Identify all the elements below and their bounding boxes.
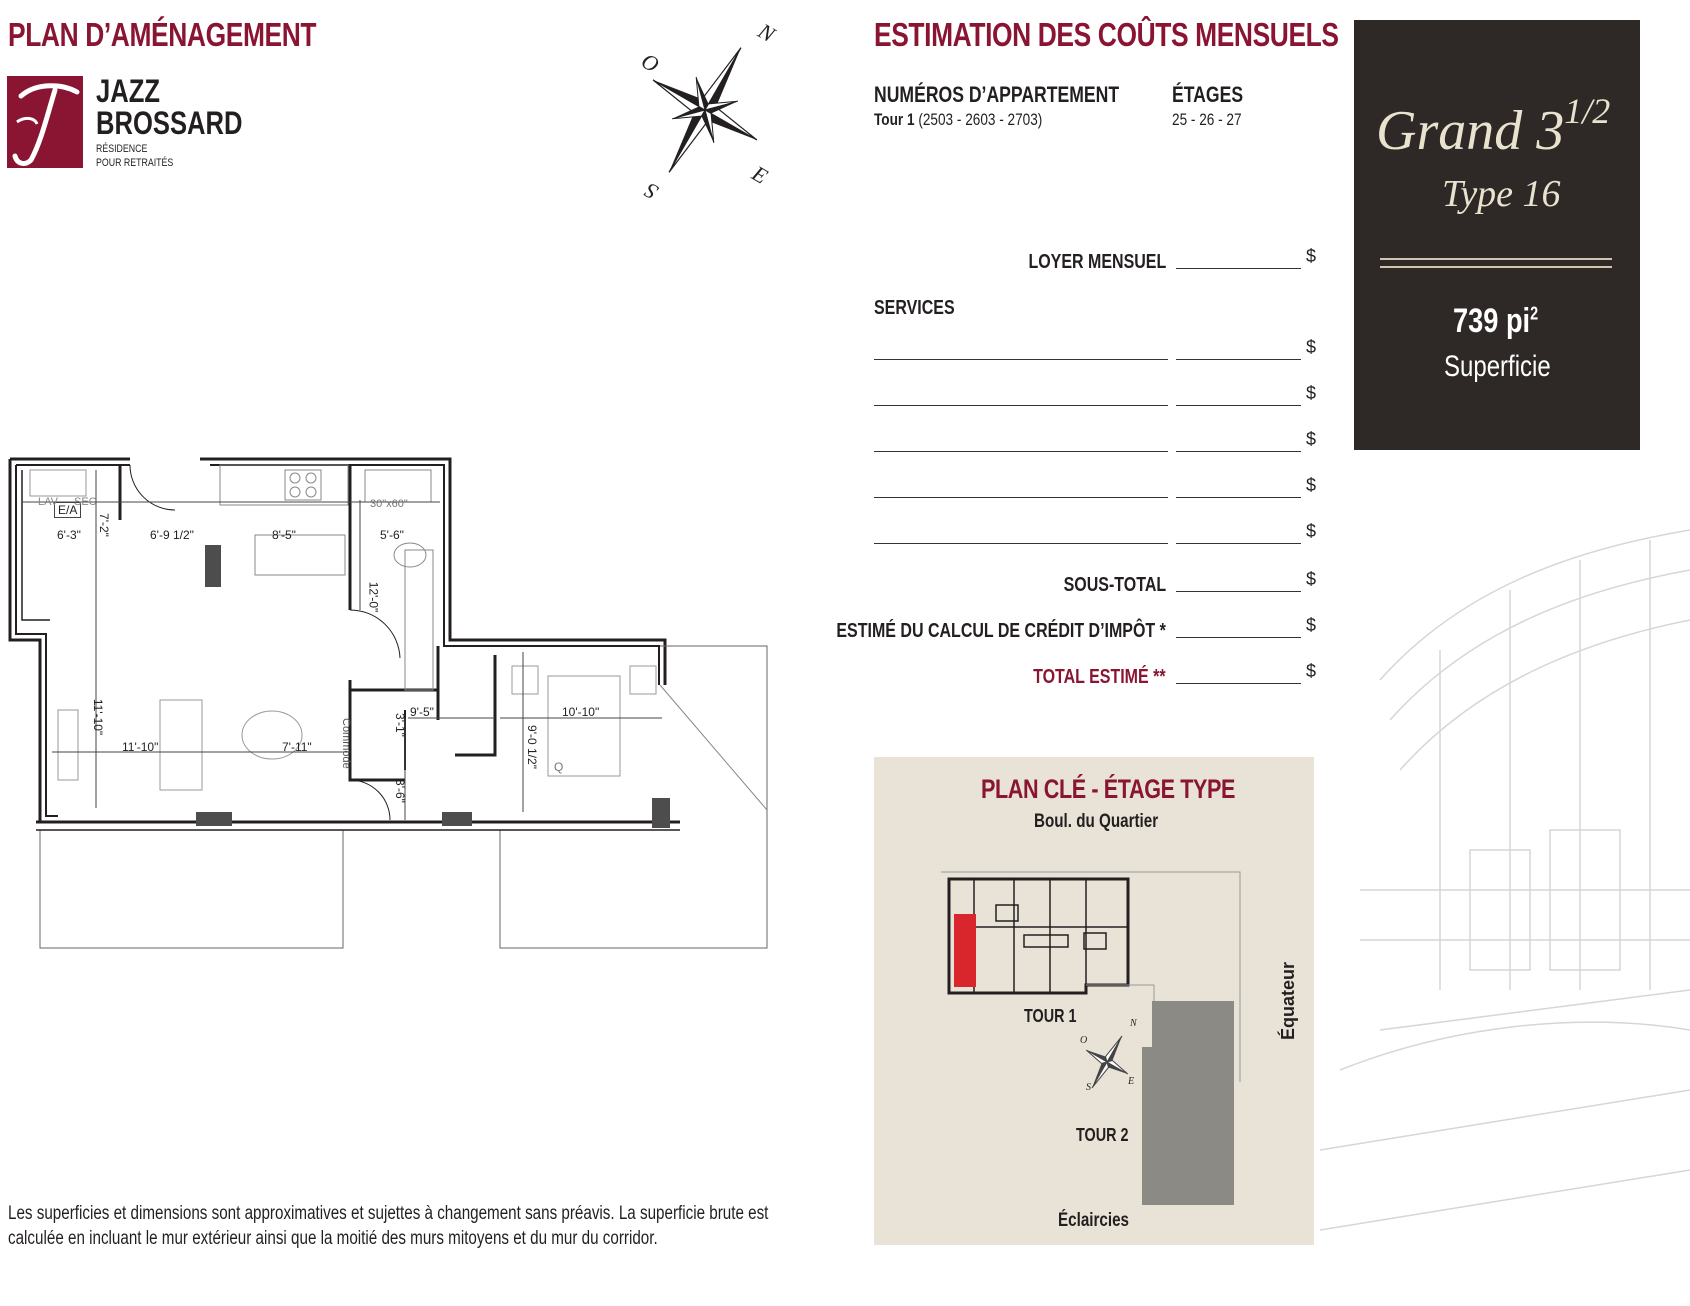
service-name-field[interactable] (874, 405, 1168, 406)
apt-tower: Tour 1 (874, 110, 915, 129)
unit-name-text: Grand 3 (1376, 100, 1565, 162)
logo-line3: RÉSIDENCE (96, 143, 148, 155)
total-field[interactable] (1176, 683, 1301, 684)
compass-o: O (637, 47, 664, 78)
key-compass-n: N (1130, 1018, 1137, 1029)
unit-fraction: 1/2 (1564, 91, 1611, 131)
floors-header: ÉTAGES (1172, 82, 1244, 107)
tower1-label: TOUR 1 (1024, 1006, 1077, 1026)
dim-d8: 11'-10" (122, 740, 159, 754)
compass-n: N (753, 18, 780, 48)
dim-d4: 8'-5" (272, 528, 296, 542)
area-unit-sup: 2 (1530, 303, 1539, 324)
room-q: Q (554, 760, 564, 774)
key-compass-s: S (1086, 1082, 1091, 1093)
total-currency: $ (1306, 661, 1317, 681)
tax-credit-field[interactable] (1176, 637, 1301, 638)
dim-d13: 10'-10" (562, 705, 600, 719)
dim-d1: 6'-3" (57, 528, 81, 542)
service-name-field[interactable] (874, 543, 1168, 544)
apt-header: NUMÉROS D’APPARTEMENT (874, 82, 1120, 107)
jazz-logo-mark (7, 76, 83, 168)
disclaimer-line2: calculée en incluant le mur extérieur ainsi que la moitié des murs mitoyens et du mur du corridor. (8, 1228, 658, 1249)
service-currency: $ (1306, 337, 1317, 357)
services-label: SERVICES (874, 297, 955, 319)
divider-top (1380, 258, 1612, 260)
logo-line1: JAZZ (96, 73, 160, 109)
service-name-field[interactable] (874, 451, 1168, 452)
service-amount-field[interactable] (1176, 497, 1301, 498)
street-right: Équateur (1278, 961, 1298, 1040)
service-currency: $ (1306, 383, 1317, 403)
room-commode: Commode (340, 718, 352, 769)
room-lav: LAV (38, 496, 58, 508)
tower2-label: TOUR 2 (1076, 1125, 1129, 1145)
service-amount-field[interactable] (1176, 359, 1301, 360)
street-bottom: Éclaircies (1058, 1210, 1129, 1231)
service-amount-field[interactable] (1176, 405, 1301, 406)
costs-title: ESTIMATION DES COÛTS MENSUELS (874, 16, 1339, 53)
service-name-field[interactable] (874, 497, 1168, 498)
street-top: Boul. du Quartier (1034, 811, 1159, 832)
key-plan-drawing (874, 757, 1314, 1245)
total-label: TOTAL ESTIMÉ ** (1033, 666, 1166, 688)
subtotal-field[interactable] (1176, 591, 1301, 592)
room-ea: E/A (54, 502, 81, 518)
key-plan-title: PLAN CLÉ - ÉTAGE TYPE (981, 774, 1236, 804)
rent-currency: $ (1306, 246, 1317, 266)
dim-d9: 7'-11" (282, 740, 312, 754)
dim-d10: 9'-5" (410, 705, 434, 719)
service-currency: $ (1306, 429, 1317, 449)
building-sketch (1320, 470, 1690, 1306)
dim-d2: 7'-2" (96, 513, 111, 537)
subtotal-label: SOUS-TOTAL (1063, 574, 1166, 596)
dim-d14: 9'-0 1/2" (524, 725, 539, 769)
area-label: Superficie (1444, 350, 1551, 383)
dim-d5: 5'-6" (380, 528, 404, 542)
key-compass-o: O (1080, 1035, 1088, 1046)
disclaimer-line1: Les superficies et dimensions sont approximatives et sujettes à changement sans préavis. La superficie brute est (8, 1203, 769, 1224)
rent-label: LOYER MENSUEL (1028, 251, 1166, 273)
floor-plan (0, 440, 790, 960)
tax-credit-currency: $ (1306, 615, 1317, 635)
area-value-text: 739 pi (1453, 302, 1531, 340)
dim-d6: 12'-0" (366, 581, 381, 613)
dim-d11: 3'-1" (392, 713, 407, 737)
room-sec: SEC (74, 496, 97, 508)
dim-d7: 11'-10" (91, 698, 106, 736)
floors-value: 25 - 26 - 27 (1172, 110, 1242, 129)
service-currency: $ (1306, 521, 1317, 541)
service-amount-field[interactable] (1176, 451, 1301, 452)
dim-d3: 6'-9 1/2" (150, 528, 194, 542)
service-currency: $ (1306, 475, 1317, 495)
unit-info-panel (1354, 20, 1640, 450)
apt-numbers: (2503 - 2603 - 2703) (918, 110, 1043, 129)
compass-s: S (640, 177, 663, 206)
unit-type: Type 16 (1442, 173, 1561, 215)
logo-line4: POUR RETRAITÉS (96, 157, 174, 169)
tax-credit-label: ESTIMÉ DU CALCUL DE CRÉDIT D’IMPÔT * (836, 620, 1166, 642)
service-name-field[interactable] (874, 359, 1168, 360)
logo-line2: BROSSARD (96, 105, 243, 141)
dim-d12: 3'-6" (392, 779, 407, 803)
divider-bottom (1380, 266, 1612, 268)
service-amount-field[interactable] (1176, 543, 1301, 544)
rent-field[interactable] (1176, 268, 1301, 269)
compass-e: E (747, 160, 773, 189)
area-value (1453, 302, 1538, 341)
unit-name (1376, 90, 1610, 163)
plan-title: PLAN D’AMÉNAGEMENT (8, 16, 317, 53)
key-compass-e: E (1128, 1076, 1135, 1087)
subtotal-currency: $ (1306, 569, 1317, 589)
room-shower: 30"x60" (370, 498, 408, 510)
